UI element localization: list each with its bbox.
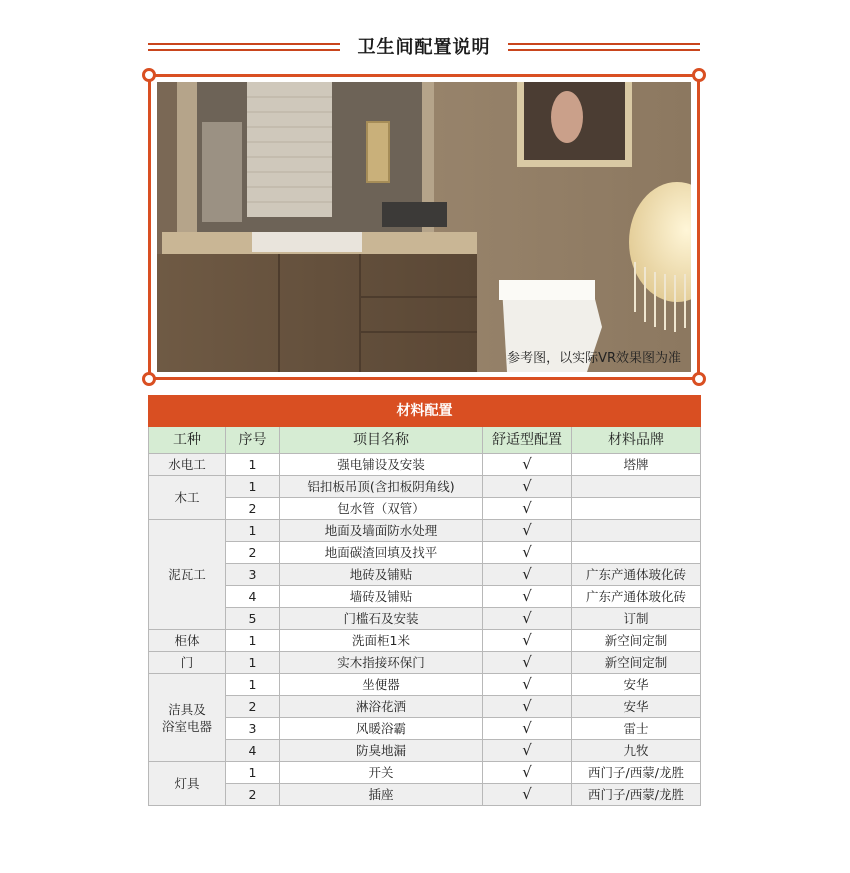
frame-corner-ornament: [142, 68, 156, 82]
table-title: 材料配置: [149, 396, 701, 427]
item-cell: 淋浴花洒: [280, 696, 483, 718]
item-cell: 插座: [280, 784, 483, 806]
no-cell: 3: [226, 564, 280, 586]
item-cell: 门槛石及安装: [280, 608, 483, 630]
brand-cell: 订制: [572, 608, 701, 630]
check-cell: √: [483, 696, 572, 718]
no-cell: 2: [226, 784, 280, 806]
check-cell: √: [483, 674, 572, 696]
trade-cell: 泥瓦工: [149, 520, 226, 630]
item-cell: 坐便器: [280, 674, 483, 696]
item-cell: 地砖及铺贴: [280, 564, 483, 586]
brand-cell: 西门子/西蒙/龙胜: [572, 784, 701, 806]
check-cell: √: [483, 564, 572, 586]
no-cell: 1: [226, 476, 280, 498]
bathroom-illustration: [157, 82, 691, 372]
frame-corner-ornament: [142, 372, 156, 386]
item-cell: 实木指接环保门: [280, 652, 483, 674]
table-row: [149, 718, 701, 740]
no-cell: 5: [226, 608, 280, 630]
trade-cell: 门: [149, 652, 226, 674]
no-cell: 3: [226, 718, 280, 740]
bathroom-reference-photo: [157, 82, 691, 372]
table-row: [149, 674, 701, 696]
table-row: [149, 498, 701, 520]
frame-corner-ornament: [692, 68, 706, 82]
table-row: [149, 454, 701, 476]
table-row: [149, 652, 701, 674]
check-cell: √: [483, 586, 572, 608]
item-cell: 防臭地漏: [280, 740, 483, 762]
no-cell: 4: [226, 740, 280, 762]
table-row: [149, 608, 701, 630]
check-cell: √: [483, 454, 572, 476]
column-header: 材料品牌: [572, 427, 701, 454]
table-row: [149, 520, 701, 542]
no-cell: 1: [226, 520, 280, 542]
no-cell: 1: [226, 762, 280, 784]
no-cell: 2: [226, 696, 280, 718]
item-cell: 强电铺设及安装: [280, 454, 483, 476]
trade-cell: 洁具及 浴室电器: [149, 674, 226, 762]
column-header: 舒适型配置: [483, 427, 572, 454]
page-header: [148, 34, 700, 62]
table-row: [149, 696, 701, 718]
table-row: [149, 630, 701, 652]
table-row: [149, 784, 701, 806]
check-cell: √: [483, 498, 572, 520]
check-cell: √: [483, 762, 572, 784]
brand-cell: 西门子/西蒙/龙胜: [572, 762, 701, 784]
check-cell: √: [483, 652, 572, 674]
table-body: [149, 454, 701, 806]
table-row: [149, 740, 701, 762]
item-cell: 铝扣板吊顶(含扣板阴角线): [280, 476, 483, 498]
check-cell: √: [483, 608, 572, 630]
title-decor-line-right: [508, 43, 700, 51]
trade-cell: 灯具: [149, 762, 226, 806]
no-cell: 1: [226, 652, 280, 674]
table-header-row: [149, 427, 701, 454]
check-cell: √: [483, 784, 572, 806]
column-header: 项目名称: [280, 427, 483, 454]
check-cell: √: [483, 718, 572, 740]
trade-cell: 水电工: [149, 454, 226, 476]
check-cell: √: [483, 630, 572, 652]
frame-corner-ornament: [692, 372, 706, 386]
brand-cell: 广东产通体玻化砖: [572, 564, 701, 586]
table-row: [149, 762, 701, 784]
brand-cell: [572, 542, 701, 564]
item-cell: 风暖浴霸: [280, 718, 483, 740]
check-cell: √: [483, 520, 572, 542]
column-header: 序号: [226, 427, 280, 454]
page-title: 卫生间配置说明: [357, 37, 491, 58]
item-cell: 包水管（双管）: [280, 498, 483, 520]
brand-cell: 塔牌: [572, 454, 701, 476]
check-cell: √: [483, 476, 572, 498]
no-cell: 1: [226, 674, 280, 696]
item-cell: 开关: [280, 762, 483, 784]
no-cell: 1: [226, 454, 280, 476]
column-header: 工种: [149, 427, 226, 454]
brand-cell: 安华: [572, 674, 701, 696]
trade-cell: 柜体: [149, 630, 226, 652]
table-row: [149, 586, 701, 608]
brand-cell: 新空间定制: [572, 630, 701, 652]
item-cell: 洗面柜1米: [280, 630, 483, 652]
no-cell: 2: [226, 498, 280, 520]
trade-cell: 木工: [149, 476, 226, 520]
brand-cell: 雷士: [572, 718, 701, 740]
brand-cell: [572, 476, 701, 498]
item-cell: 地面及墙面防水处理: [280, 520, 483, 542]
item-cell: 地面碳渣回填及找平: [280, 542, 483, 564]
no-cell: 2: [226, 542, 280, 564]
check-cell: √: [483, 740, 572, 762]
materials-table: [148, 395, 701, 806]
table-row: [149, 476, 701, 498]
brand-cell: 九牧: [572, 740, 701, 762]
brand-cell: 广东产通体玻化砖: [572, 586, 701, 608]
check-cell: √: [483, 542, 572, 564]
no-cell: 4: [226, 586, 280, 608]
brand-cell: [572, 520, 701, 542]
no-cell: 1: [226, 630, 280, 652]
table-row: [149, 542, 701, 564]
brand-cell: [572, 498, 701, 520]
photo-caption: 参考图，以实际VR效果图为准: [507, 351, 681, 366]
brand-cell: 新空间定制: [572, 652, 701, 674]
table-row: [149, 564, 701, 586]
item-cell: 墙砖及铺贴: [280, 586, 483, 608]
brand-cell: 安华: [572, 696, 701, 718]
